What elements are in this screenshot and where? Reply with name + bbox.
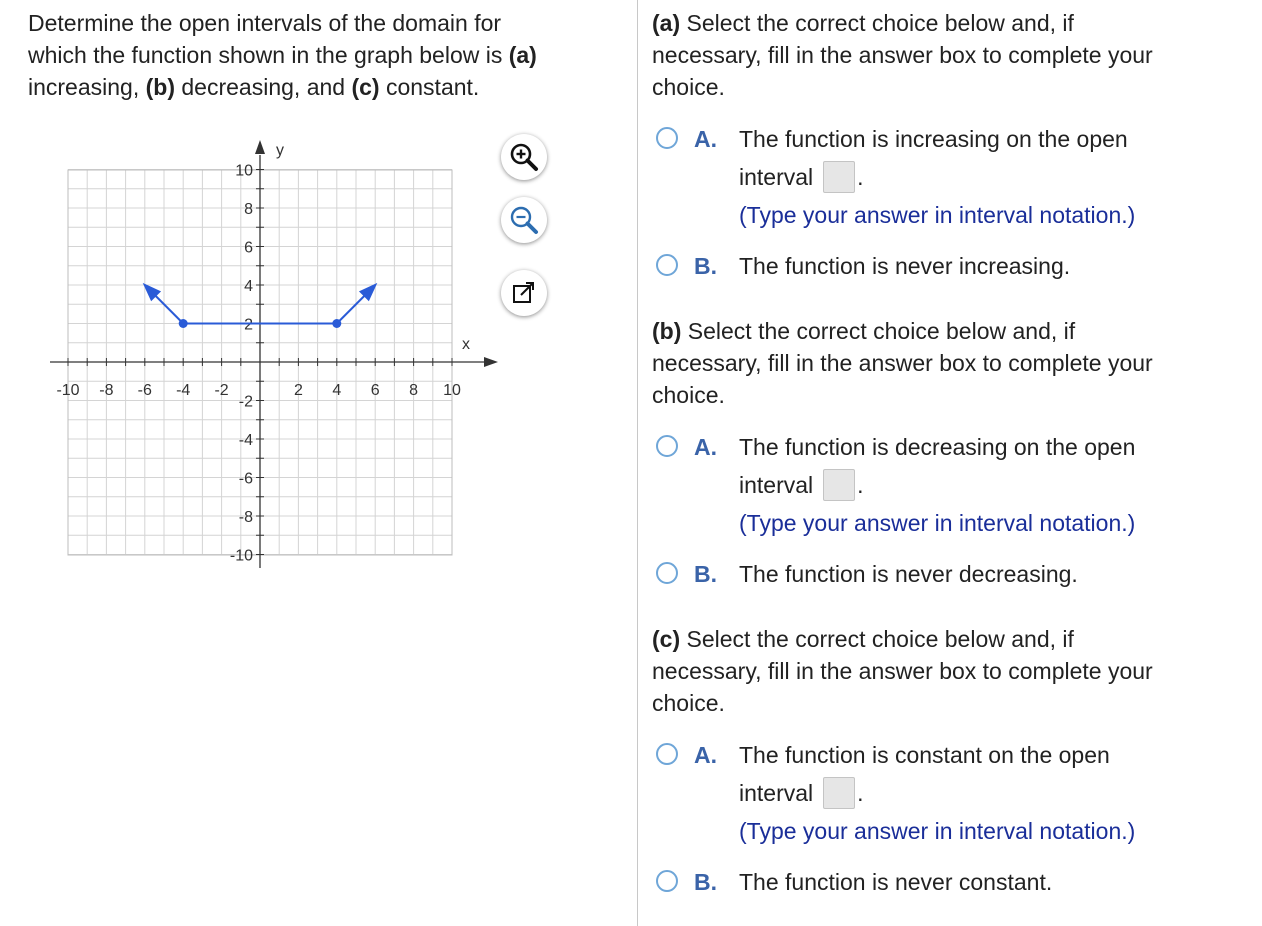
y-tick-label: -10 bbox=[229, 547, 253, 565]
x-tick-label: 8 bbox=[409, 382, 419, 399]
y-axis-arrow bbox=[255, 140, 265, 154]
graph-axes bbox=[50, 140, 498, 568]
part-b-interval-label: interval bbox=[739, 472, 814, 498]
zoom-in-button[interactable] bbox=[501, 134, 547, 180]
y-tick-label: 10 bbox=[235, 162, 253, 180]
part-c-choice-b-text: The function is never constant. bbox=[739, 869, 1053, 895]
x-axis-arrow bbox=[484, 357, 498, 367]
y-tick-label: -8 bbox=[238, 509, 253, 526]
part-a-interval-label: interval bbox=[739, 164, 814, 190]
part-b-choice-b[interactable] bbox=[652, 559, 1252, 595]
part-a-choice-b-text: The function is never increasing. bbox=[739, 253, 1071, 279]
graph-tick-labels bbox=[56, 142, 470, 565]
part-a-choice-b[interactable] bbox=[652, 251, 1252, 287]
part-a-choice-a-text: The function is increasing on the open bbox=[739, 126, 1128, 152]
part-a-answer-box[interactable] bbox=[823, 161, 855, 193]
part-b-choice-a-letter: A. bbox=[694, 434, 717, 460]
function-point bbox=[179, 319, 188, 328]
part-b-head-line-2: necessary, fill in the answer box to complete your bbox=[652, 350, 1153, 376]
zoom-in-icon bbox=[509, 142, 539, 172]
part-b-instructions bbox=[652, 315, 1252, 411]
part-a-head-line-1 bbox=[652, 7, 1252, 39]
x-tick-label: -4 bbox=[176, 382, 191, 399]
part-c-choice-a[interactable] bbox=[652, 740, 1252, 776]
x-tick-label: -8 bbox=[99, 382, 114, 399]
part-a-choice-b-letter: B. bbox=[694, 253, 717, 279]
part-c-choice-b[interactable] bbox=[652, 867, 1252, 903]
x-axis-label: x bbox=[462, 336, 470, 353]
part-b-label: (b) bbox=[652, 318, 682, 344]
x-tick-label: -2 bbox=[214, 382, 229, 399]
part-a-hint: (Type your answer in interval notation.) bbox=[739, 202, 1136, 228]
part-c-choice-b-letter: B. bbox=[694, 869, 717, 895]
part-a-head-line-3: choice. bbox=[652, 74, 725, 100]
part-a-choice-a-letter: A. bbox=[694, 126, 717, 152]
part-c-head-text-1: Select the correct choice below and, if bbox=[680, 626, 1074, 652]
question-part-c-marker: (c) bbox=[351, 74, 380, 100]
part-c-interval-label: interval bbox=[739, 780, 814, 806]
question-line-3-pre: increasing, bbox=[28, 74, 146, 100]
x-tick-label: 6 bbox=[370, 382, 380, 399]
question-part-b-marker: (b) bbox=[145, 74, 175, 100]
y-tick-label: -4 bbox=[238, 432, 253, 449]
part-a-instructions bbox=[652, 7, 1252, 103]
right-pane bbox=[652, 0, 1252, 926]
y-tick-label: 8 bbox=[244, 201, 253, 218]
popout-icon bbox=[511, 280, 537, 306]
part-c-choice-a-text: The function is constant on the open bbox=[739, 742, 1110, 768]
y-tick-label: -6 bbox=[238, 470, 253, 488]
part-b-choice-b-text: The function is never decreasing. bbox=[739, 561, 1078, 587]
pane-divider bbox=[637, 0, 638, 926]
part-a-head-text-1: Select the correct choice below and, if bbox=[680, 10, 1074, 36]
question-line-1: Determine the open intervals of the domain for bbox=[28, 10, 502, 36]
part-b-choice-a[interactable] bbox=[652, 432, 1252, 468]
zoom-out-button[interactable] bbox=[501, 197, 547, 243]
question-line-3-mid: decreasing, and bbox=[175, 74, 352, 100]
part-c-choice-a-radio[interactable] bbox=[656, 743, 678, 765]
part-c-head-line-3: choice. bbox=[652, 690, 725, 716]
function-point bbox=[332, 319, 341, 328]
part-b-period: . bbox=[857, 472, 864, 498]
y-tick-label: 6 bbox=[244, 239, 253, 257]
part-b-head-text-1: Select the correct choice below and, if bbox=[681, 318, 1076, 344]
part-a-choice-a[interactable] bbox=[652, 124, 1252, 160]
part-c-hint: (Type your answer in interval notation.) bbox=[739, 818, 1136, 844]
part-c-choice-a-letter: A. bbox=[694, 742, 717, 768]
question-part-a-marker: (a) bbox=[508, 42, 537, 68]
x-tick-label: 4 bbox=[332, 382, 342, 399]
x-tick-label: 10 bbox=[443, 382, 461, 399]
part-a-choice-a-radio[interactable] bbox=[656, 127, 678, 149]
x-tick-label: -10 bbox=[56, 382, 80, 399]
part-b-interval-line bbox=[739, 470, 864, 503]
part-b-choice-a-radio[interactable] bbox=[656, 435, 678, 457]
part-c-period: . bbox=[857, 780, 864, 806]
part-b-choice-a-text: The function is decreasing on the open bbox=[739, 434, 1136, 460]
part-c-interval-line bbox=[739, 778, 864, 811]
part-a-interval-line bbox=[739, 162, 864, 195]
part-c-answer-box[interactable] bbox=[823, 777, 855, 809]
part-a-head-line-2: necessary, fill in the answer box to complete your bbox=[652, 42, 1153, 68]
x-tick-label: 2 bbox=[293, 382, 303, 399]
part-c-instructions bbox=[652, 623, 1252, 719]
question-line-3-post: constant. bbox=[379, 74, 480, 100]
part-b-choice-b-radio[interactable] bbox=[656, 562, 678, 584]
x-tick-label: -6 bbox=[137, 382, 152, 399]
part-b-head-line-1 bbox=[652, 315, 1252, 347]
part-a-choice-b-radio[interactable] bbox=[656, 254, 678, 276]
y-tick-label: 4 bbox=[244, 278, 253, 295]
y-tick-label: 2 bbox=[244, 316, 253, 334]
part-c-head-line-2: necessary, fill in the answer box to complete your bbox=[652, 658, 1153, 684]
part-c-choice-b-radio[interactable] bbox=[656, 870, 678, 892]
question-line-2-text: which the function shown in the graph below is bbox=[28, 42, 509, 68]
y-tick-label: -2 bbox=[238, 393, 253, 411]
part-a-label: (a) bbox=[652, 10, 681, 36]
part-c-label: (c) bbox=[652, 626, 681, 652]
zoom-out-icon bbox=[509, 205, 539, 235]
part-b-choice-b-letter: B. bbox=[694, 561, 717, 587]
part-b-answer-box[interactable] bbox=[823, 469, 855, 501]
part-a-period: . bbox=[857, 164, 864, 190]
part-c-head-line-1 bbox=[652, 623, 1252, 655]
part-b-head-line-3: choice. bbox=[652, 382, 725, 408]
y-axis-label: y bbox=[276, 142, 284, 159]
part-b-hint: (Type your answer in interval notation.) bbox=[739, 510, 1136, 536]
popout-button[interactable] bbox=[501, 270, 547, 316]
